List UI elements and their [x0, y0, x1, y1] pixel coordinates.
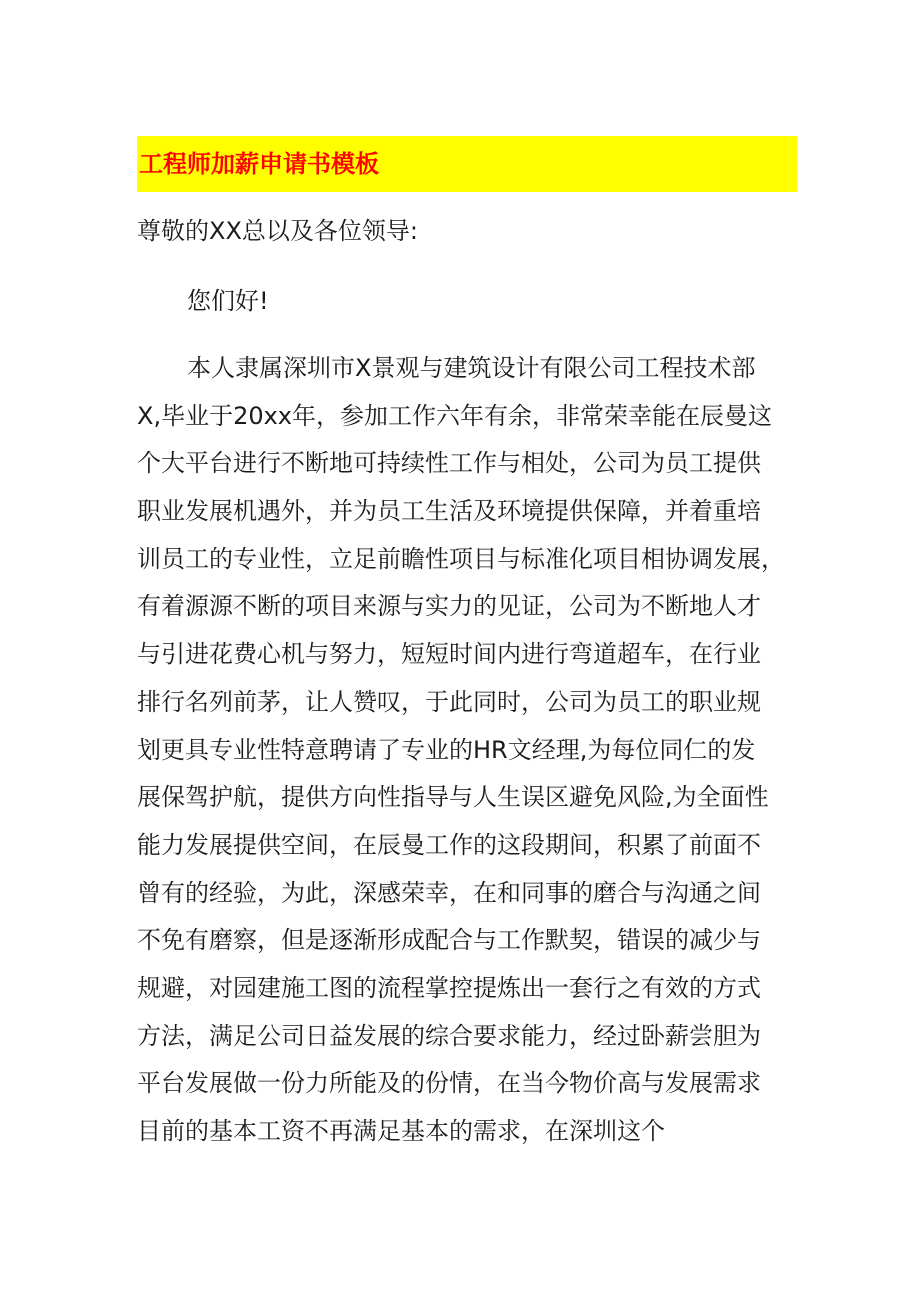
document-title: 工程师加薪申请书模板 [139, 150, 379, 178]
body-line: 目前的基本工资不再满足基本的需求，在深圳这个 [137, 1117, 665, 1145]
body-line: 能力发展提供空间，在辰曼工作的这段期间，积累了前面不 [137, 830, 761, 859]
body-line: 训员工的专业性，立足前瞻性项目与标准化项目相协调发展， [137, 544, 785, 573]
body-paragraph [137, 345, 807, 1156]
body-line: 本人隶属深圳市X景观与建筑设计有限公司工程技术部 [187, 354, 756, 382]
greeting: 您们好! [187, 287, 269, 315]
salutation: 尊敬的XX总以及各位领导: [137, 217, 418, 245]
body-line: 不免有磨察，但是逐渐形成配合与工作默契，错误的减少与 [137, 926, 761, 955]
title-highlight [137, 136, 797, 192]
body-line: 有着源源不断的项目来源与实力的见证，公司为不断地人才 [137, 592, 761, 621]
body-line: 划更具专业性特意聘请了专业的HR文经理,为每位同仁的发 [137, 735, 756, 764]
body-line: 曾有的经验，为此，深感荣幸，在和同事的磨合与沟通之间 [137, 878, 761, 907]
body-line: 排行名列前茅，让人赞叹，于此同时，公司为员工的职业规 [137, 687, 761, 716]
body-line: 与引进花费心机与努力，短短时间内进行弯道超车，在行业 [137, 640, 761, 669]
body-line: 展保驾护航，提供方向性指导与人生误区避免风险,为全面性 [137, 783, 769, 812]
body-line: 规避，对园建施工图的流程掌控提炼出一套行之有效的方式 [137, 973, 761, 1002]
body-line: 方法，满足公司日益发展的综合要求能力，经过卧薪尝胆为 [137, 1021, 761, 1050]
body-line: 平台发展做一份力所能及的份情，在当今物价高与发展需求 [137, 1069, 761, 1098]
body-line: X,毕业于20xx年，参加工作六年有余，非常荣幸能在辰曼这 [137, 401, 773, 430]
body-line: 个大平台进行不断地可持续性工作与相处，公司为员工提供 [137, 449, 761, 478]
body-line: 职业发展机遇外，并为员工生活及环境提供保障，并着重培 [137, 497, 761, 526]
